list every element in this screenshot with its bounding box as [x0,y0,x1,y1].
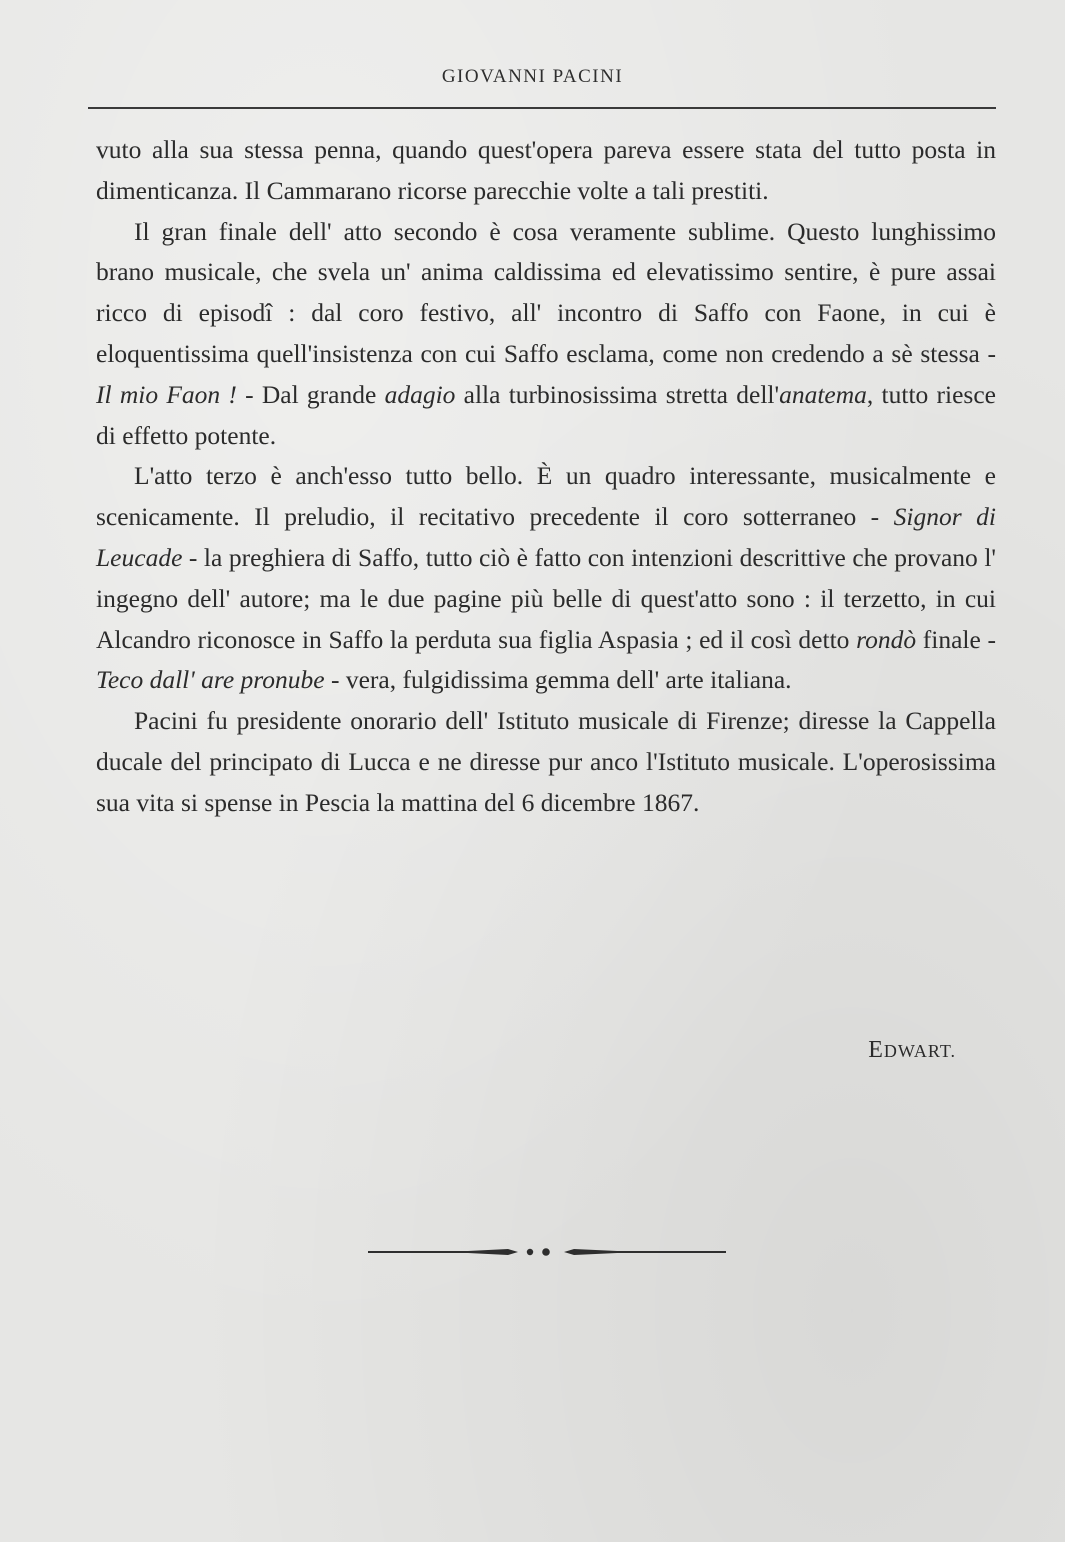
paragraph-3-text: L'atto terzo è anch'esso tutto bello. È un quadro interessante, musicalmente e scenicamente. Il preludio, il recitativo precedente il coro sotterraneo - [96,461,996,532]
paragraph-2-text: , tutto riesce di effetto potente. [96,379,996,450]
closing-ornament-rule [368,1240,728,1264]
running-head: GIOVANNI PACINI [441,66,624,87]
body-text [96,130,996,824]
paragraph-1: vuto alla sua stessa penna, quando quest'opera pareva essere stata del tutto posta in dimenticanza. Il Cammarano ricorse parecchie volte a tali prestiti. [96,135,996,205]
paragraph-2-text: alla turbinosissima stretta dell' [455,379,780,409]
signature-initial: E [868,1037,884,1063]
italic-title-signor-di-leucade: Signor di Leucade [96,502,997,572]
header-rule [88,107,996,109]
paragraph-3-text: - vera, fulgidissima gemma dell' arte italiana. [324,665,792,695]
paragraph-2-text: Il gran finale dell' atto secondo è cosa veramente sublime. Questo lunghissimo brano musicale, che svela un' anima caldissima ed elevatissimo sentire, è pure assai ricco di episodî : dal coro festivo, all' incontro di Saffo con Faone, in cui è eloquentissima quell'insistenza con cui Saffo esclama, come non credendo a sè stessa - [96,216,996,368]
italic-title-teco-dall-are-pronube: Teco dall' are pronube [96,665,325,695]
paragraph-2-text: - Dal grande [236,379,385,409]
paragraph-3-text: - la preghiera di Saffo, tutto ciò è fatto con intenzioni descrittive che provano l' ingegno dell' autore; ma le due pagine più belle di quest'atto sono : il terzetto, in cui Alcandro riconosce in Saffo la perduta sua figlia Aspasia ; ed il così detto [96,542,996,654]
italic-term-rondo: rondò [856,624,917,654]
author-signature [96,1037,956,1064]
paragraph-4: Pacini fu presidente onorario dell' Istituto musicale di Firenze; diresse la Cappella ducale del principato di Lucca e ne diresse pur anco l'Istituto musicale. L'operosissima sua vita si spense in Pescia la mattina del 6 dicembre 1867. [96,706,996,817]
italic-quote-il-mio-faon: Il mio Faon ! [96,379,237,409]
italic-term-adagio: adagio [384,379,456,409]
signature-rest: DWART. [883,1041,956,1061]
paragraph-3-text: finale - [916,624,996,654]
paragraph-3 [96,456,996,701]
italic-term-anatema: anatema [779,379,867,409]
paragraph-2 [96,212,996,457]
